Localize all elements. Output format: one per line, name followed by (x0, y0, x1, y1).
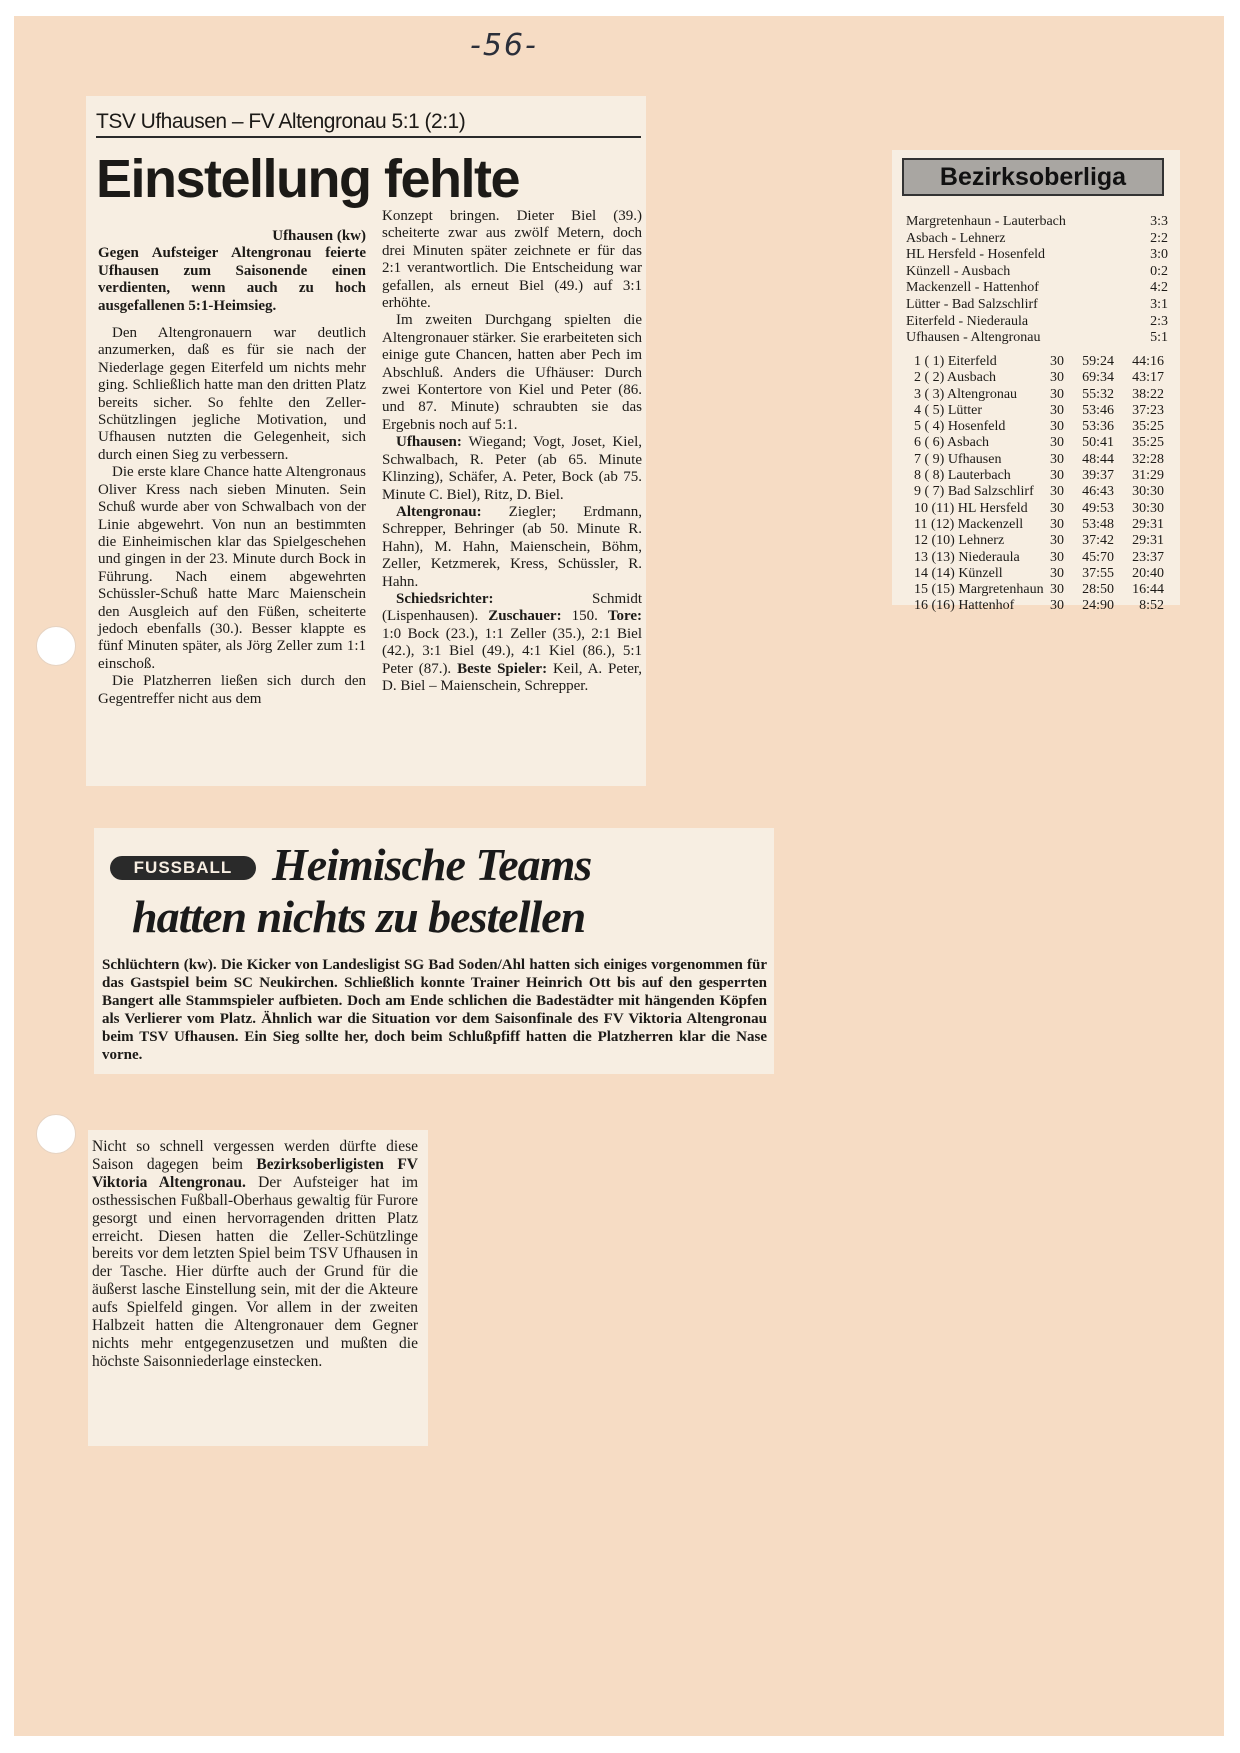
article-paragraph: Die Platzherren ließen sich durch den Gegentreffer nicht aus dem (98, 673, 366, 707)
result-match: Künzell - Ausbach (906, 263, 1011, 279)
standings-row (906, 403, 1172, 419)
standings-table (906, 354, 1172, 615)
standings-row (906, 452, 1172, 468)
result-match: Asbach - Lehnerz (906, 230, 1006, 246)
standings-games: 30 (1050, 500, 1064, 516)
standings-games: 30 (1050, 354, 1064, 369)
goals-label: Tore: (607, 608, 643, 625)
result-match: Eiterfeld - Niederaula (906, 313, 1029, 329)
standings-team: 10 (11) HL Hersfeld (914, 500, 1028, 516)
standings-goals: 69:34 (1082, 370, 1114, 386)
article-text: Der Aufsteiger hat im osthessischen Fußball-Oberhaus gewaltig für Furore gesorgt und einen hervorragenden dritten Platz erreicht. Diesen hatten die Zeller-Schützlinge bereits vor dem letzten Spiel beim TSV Ufhausen in der Tasche. Hier dürfte auch der Grund für die äußerst lasche Einstellung sein, mit der die Akteure aufs Spielfeld gingen. Vor allem in der zweiten Halbzeit hatten die Altengronauer dem Gegner nichts mehr entgegenzusetzen und mußten die höchste Saisonniederlage einstecken. (92, 1173, 419, 1370)
standings-row (906, 484, 1172, 500)
standings-team: 14 (14) Künzell (914, 565, 1003, 581)
standings-team: 4 ( 5) Lütter (914, 402, 983, 418)
lineup-altengronau (382, 504, 642, 591)
lineup-label: Ufhausen: (396, 434, 462, 451)
standings-games: 30 (1050, 533, 1064, 549)
standings-points: 38:22 (1132, 386, 1164, 402)
result-row (906, 231, 1168, 248)
standings-team: 5 ( 4) Hosenfeld (914, 419, 1006, 435)
standings-goals: 53:48 (1082, 516, 1114, 532)
article-dateline: Ufhausen (kw) (272, 228, 366, 244)
standings-points: 37:23 (1132, 402, 1164, 418)
lineup-text: Ziegler; Erdmann, Schrepper, Behringer (ab 50. Minute R. Hahn), M. Hahn, Maienschein, Böhm, Zeller, Ketzmerek, Kress, Schüssler, R. Hahn. (382, 503, 642, 590)
article-lead: Gegen Aufsteiger Altengronau feierte Ufhausen zum Saisonende einen verdienten, wenn auch zu hoch ausgefallenen 5:1-Heimsieg. (98, 245, 366, 314)
standings-points: 30:30 (1132, 484, 1164, 500)
results-list (906, 214, 1168, 347)
standings-points: 35:25 (1132, 435, 1164, 451)
standings-row (906, 566, 1172, 582)
standings-goals: 49:53 (1082, 500, 1114, 516)
article-clipping-overview (94, 828, 774, 1074)
punch-hole-bottom (36, 1114, 76, 1154)
standings-games: 30 (1050, 516, 1064, 532)
article-paragraph: Konzept bringen. Dieter Biel (39.) scheiterte zwar aus zwölf Metern, doch drei Minuten später zeichnete er für das 2:1 verantwortlich. Die Entscheidung war gefallen, als erneut Biel (49.) auf 3:1 erhöhte. (382, 208, 642, 312)
headline-line-2: hatten nichts zu bestellen (132, 891, 586, 942)
result-row (906, 280, 1168, 297)
standings-points: 8:52 (1139, 598, 1164, 614)
result-score: 0:2 (1150, 263, 1168, 279)
standings-row (906, 533, 1172, 549)
standings-games: 30 (1050, 402, 1064, 418)
standings-row (906, 419, 1172, 435)
standings-goals: 59:24 (1082, 354, 1114, 369)
standings-row (906, 435, 1172, 451)
article-column-2 (382, 208, 642, 695)
standings-row (906, 370, 1172, 386)
standings-goals: 45:70 (1082, 549, 1114, 565)
standings-games: 30 (1050, 419, 1064, 435)
standings-goals: 53:36 (1082, 419, 1114, 435)
result-score: 5:1 (1150, 330, 1168, 346)
standings-points: 35:25 (1132, 419, 1164, 435)
result-score: 3:1 (1150, 296, 1168, 312)
result-row (906, 330, 1168, 347)
standings-goals: 46:43 (1082, 484, 1114, 500)
standings-points: 29:31 (1132, 533, 1164, 549)
result-row (906, 297, 1168, 314)
article-headline: Einstellung fehlte (96, 149, 520, 209)
result-match: Mackenzell - Hattenhof (906, 280, 1039, 296)
standings-team: 12 (10) Lehnerz (914, 533, 1005, 549)
standings-row (906, 354, 1172, 370)
standings-team: 6 ( 6) Asbach (914, 435, 990, 451)
result-match: Lütter - Bad Salzschlirf (906, 296, 1038, 312)
standings-games: 30 (1050, 370, 1064, 386)
article-column-1 (98, 228, 366, 708)
best-players-text: Keil, A. Peter, D. Biel – Maienschein, Schrepper. (382, 660, 642, 694)
article-kicker: TSV Ufhausen – FV Altengronau 5:1 (2:1) (96, 110, 641, 138)
standings-goals: 37:42 (1082, 533, 1114, 549)
standings-row (906, 387, 1172, 403)
article-clipping-season-note (88, 1130, 428, 1446)
result-match: Margretenhaun - Lauterbach (906, 214, 1066, 229)
result-score: 3:3 (1150, 214, 1168, 229)
result-row (906, 264, 1168, 281)
spectators-label: Zuschauer: (488, 608, 562, 625)
punch-hole-top (36, 626, 76, 666)
article-lead: Schlüchtern (kw). Die Kicker von Landesligist SG Bad Soden/Ahl hatten sich einiges vorgenommen für das Gastspiel beim SC Neukirchen. Schließlich konnte Trainer Heinrich Ott bis auf den gesperrten Bangert alle Stammspieler aufbieten. Doch am Ende schlichen die Badestädter mit hängenden Köpfen als Verlierer vom Platz. Ähnlich war die Situation vor dem Saisonfinale des FV Viktoria Altengronau beim TSV Ufhausen. Ein Sieg sollte her, doch beim Schlußpfiff hatten die Platzherren klar die Nase vorne. (102, 957, 767, 1063)
article-paragraph: Die erste klare Chance hatte Altengronaus Oliver Kress nach sieben Minuten. Sein Schuß wurde aber von Schwalbach von der Linie abgewehrt. Von nun an bestimmten die Einheimischen klar das Spielgeschehen und gingen in der 23. Minute durch Bock in Führung. Nach einem abgewehrten Schüssler-Schuß hatte Marc Maienschein den Ausgleich auf den Füßen, scheiterte jedoch ebenfalls (30.). Besser klappte es fünf Minuten später, als Jörg Zeller zum 1:1 einschoß. (98, 464, 366, 672)
article-emphasis: Bezirksoberligisten FV Viktoria Altengronau. (92, 1155, 418, 1191)
standings-points: 44:16 (1132, 354, 1164, 369)
standings-games: 30 (1050, 468, 1064, 484)
result-score: 2:3 (1150, 313, 1168, 329)
standings-team: 16 (16) Hattenhof (914, 598, 1015, 614)
standings-games: 30 (1050, 565, 1064, 581)
standings-points: 43:17 (1132, 370, 1164, 386)
league-title: Bezirksoberliga (902, 158, 1164, 196)
article-paragraph: Den Altengronauern war deutlich anzumerken, daß es für sie nach der Niederlage gegen Eiterfeld um nichts mehr ging. Schließlich hatte man den dritten Platz bereits sicher. So fehlte den Zeller-Schützlingen jegliche Motivation, und Ufhausen nutzten die Gelegenheit, sich durch einen Sieg zu verbessern. (98, 325, 366, 463)
standings-games: 30 (1050, 386, 1064, 402)
result-row (906, 214, 1168, 231)
standings-team: 7 ( 9) Ufhausen (914, 451, 1002, 467)
result-score: 2:2 (1150, 230, 1168, 246)
standings-team: 11 (12) Mackenzell (914, 516, 1024, 532)
standings-row (906, 598, 1172, 614)
standings-goals: 55:32 (1082, 386, 1114, 402)
standings-row (906, 550, 1172, 566)
standings-games: 30 (1050, 582, 1064, 598)
best-players-label: Beste Spieler: (457, 660, 548, 677)
standings-team: 1 ( 1) Eiterfeld (914, 354, 997, 369)
standings-team: 15 (15) Margretenhaun (914, 582, 1044, 598)
standings-row (906, 517, 1172, 533)
standings-points: 31:29 (1132, 468, 1164, 484)
article-paragraph: Im zweiten Durchgang spielten die Altengronauer stärker. Sie erarbeiteten sich einige gute Chancen, hatten aber Pech im Abschluß. Anders die Ufhäuser: Durch zwei Kontertore von Kiel und Peter (86. und 87. Minute) schraubten sie das Ergebnis noch auf 5:1. (382, 312, 642, 433)
lineup-text: Wiegand; Vogt, Joset, Kiel, Schwalbach, R. Peter (ab 65. Minute Klinzing), Schäfer, A. Peter, Bock (ab 75. Minute C. Biel), Ritz, D. Biel. (382, 434, 642, 503)
headline-line-1: Heimische Teams (272, 839, 592, 890)
result-row (906, 314, 1168, 331)
result-score: 3:0 (1150, 247, 1168, 263)
handwritten-page-number: -56- (470, 28, 538, 63)
standings-row (906, 582, 1172, 598)
result-score: 4:2 (1150, 280, 1168, 296)
standings-goals: 53:46 (1082, 402, 1114, 418)
referee-text: Schmidt (Lispenhausen). (382, 590, 642, 625)
standings-games: 30 (1050, 549, 1064, 565)
result-match: Ufhausen - Altengronau (906, 330, 1041, 346)
standings-games: 30 (1050, 598, 1064, 614)
referee-label: Schiedsrichter: (396, 590, 494, 607)
result-match: HL Hersfeld - Hosenfeld (906, 247, 1046, 263)
standings-goals: 28:50 (1082, 582, 1114, 598)
spectators-text: 150. (571, 608, 598, 625)
standings-team: 13 (13) Niederaula (914, 549, 1020, 565)
standings-games: 30 (1050, 451, 1064, 467)
standings-goals: 24:90 (1082, 598, 1114, 614)
standings-goals: 50:41 (1082, 435, 1114, 451)
standings-goals: 48:44 (1082, 451, 1114, 467)
standings-points: 29:31 (1132, 516, 1164, 532)
league-table-clipping (892, 150, 1180, 614)
standings-goals: 37:55 (1082, 565, 1114, 581)
standings-row (906, 468, 1172, 484)
result-row (906, 247, 1168, 264)
goals-text: 1:0 Bock (23.), 1:1 Zeller (35.), 2:1 Biel (42.), 3:1 Biel (49.), 4:1 Kiel (86.), 5:1 Peter (87.). (382, 625, 642, 677)
standings-games: 30 (1050, 435, 1064, 451)
standings-points: 16:44 (1132, 582, 1164, 598)
lineup-label: Altengronau: (396, 503, 482, 520)
standings-goals: 39:37 (1082, 468, 1114, 484)
standings-team: 9 ( 7) Bad Salzschlirf (914, 484, 1034, 500)
article-clipping-match-report (86, 96, 646, 786)
article-body (92, 1138, 418, 1371)
standings-points: 20:40 (1132, 565, 1164, 581)
section-badge: FUSSBALL (110, 856, 256, 880)
lineup-ufhausen (382, 434, 642, 504)
standings-games: 30 (1050, 484, 1064, 500)
match-facts (382, 591, 642, 695)
standings-points: 23:37 (1132, 549, 1164, 565)
article-text: Nicht so schnell vergessen werden dürfte diese Saison dagegen beim (92, 1138, 418, 1173)
standings-points: 30:30 (1132, 500, 1164, 516)
standings-team: 3 ( 3) Altengronau (914, 386, 1018, 402)
standings-team: 2 ( 2) Ausbach (914, 370, 997, 386)
standings-team: 8 ( 8) Lauterbach (914, 468, 1011, 484)
standings-row (906, 501, 1172, 517)
standings-points: 32:28 (1132, 451, 1164, 467)
